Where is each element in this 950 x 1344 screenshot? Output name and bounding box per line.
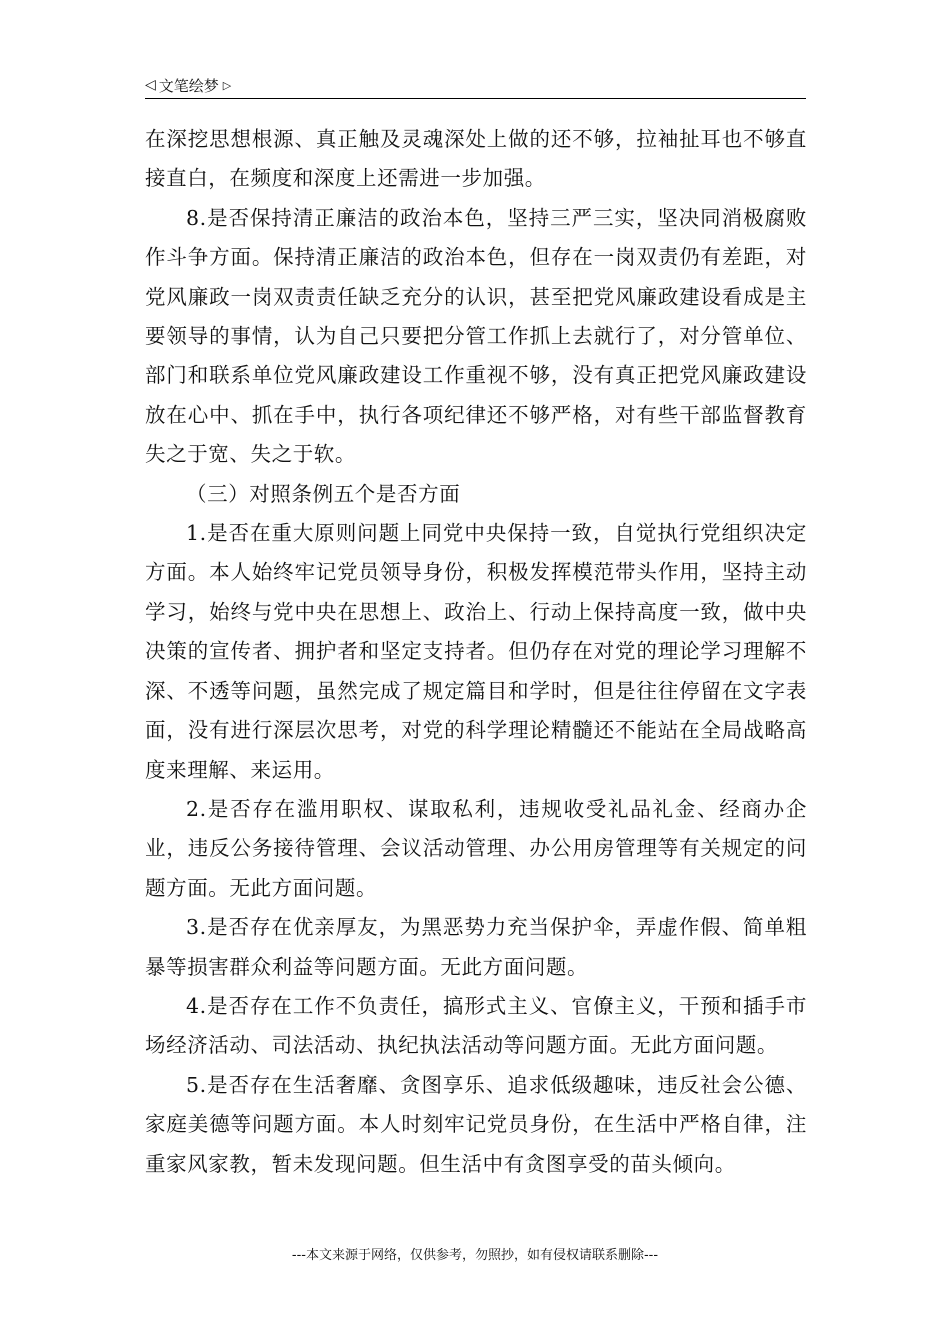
section-heading: （三）对照条例五个是否方面 bbox=[186, 481, 461, 506]
paragraph-item-5: 5.是否存在生活奢靡、贪图享乐、追求低级趣味，违反社会公德、家庭美德等问题方面。本人时刻牢记党员身份，在生活中严格自律，注重家风家教，暂未发现问题。但生活中有贪图享受的苗头倾向。 bbox=[145, 1072, 807, 1176]
footer-disclaimer: ---本文来源于网络，仅供参考，勿照抄，如有侵权请联系删除--- bbox=[291, 1248, 659, 1263]
triangle-left-icon: ◁ bbox=[145, 77, 156, 93]
paragraph-continuation: 在深挖思想根源、真正触及灵魂深处上做的还不够，拉袖扯耳也不够直接直白，在频度和深度上还需进一步加强。 bbox=[145, 127, 807, 191]
triangle-right-icon: ▷ bbox=[222, 78, 232, 92]
header-title: 文笔绘梦 bbox=[158, 76, 219, 95]
paragraph-item-4: 4.是否存在工作不负责任，搞形式主义、官僚主义，干预和插手市场经济活动、司法活动、执纪执法活动等问题方面。无此方面问题。 bbox=[145, 993, 807, 1058]
page-header bbox=[145, 72, 806, 99]
paragraph-item-2: 2.是否存在滥用职权、谋取私利，违规收受礼品礼金、经商办企业，违反公务接待管理、会议活动管理、办公用房管理等有关规定的问题方面。无此方面问题。 bbox=[145, 796, 807, 900]
document-body bbox=[145, 120, 807, 1184]
paragraph-item-3: 3.是否存在优亲厚友，为黑恶势力充当保护伞，弄虚作假、简单粗暴等损害群众利益等问题方面。无此方面问题。 bbox=[145, 915, 807, 979]
paragraph-item-8: 8.是否保持清正廉洁的政治本色，坚持三严三实，坚决同消极腐败作斗争方面。保持清正廉洁的政治本色，但存在一岗双责仍有差距，对党风廉政一岗双责责任缺乏充分的认识，甚至把党风廉政建设看成是主要领导的事情，认为自己只要把分管工作抓上去就行了，对分管单位、部门和联系单位党风廉政建设工作重视不够，没有真正把党风廉政建设放在心中、抓在手中，执行各项纪律还不够严格，对有些干部监督教育失之于宽、失之于软。 bbox=[145, 205, 807, 467]
paragraph-item-1: 1.是否在重大原则问题上同党中央保持一致，自觉执行党组织决定方面。本人始终牢记党员领导身份，积极发挥模范带头作用，坚持主动学习，始终与党中央在思想上、政治上、行动上保持高度一致，做中央决策的宣传者、拥护者和坚定支持者。但仍存在对党的理论学习理解不深、不透等问题，虽然完成了规定篇目和学时，但是往往停留在文字表面，没有进行深层次思考，对党的科学理论精髓还不能站在全局战略高度来理解、来运用。 bbox=[145, 521, 807, 782]
